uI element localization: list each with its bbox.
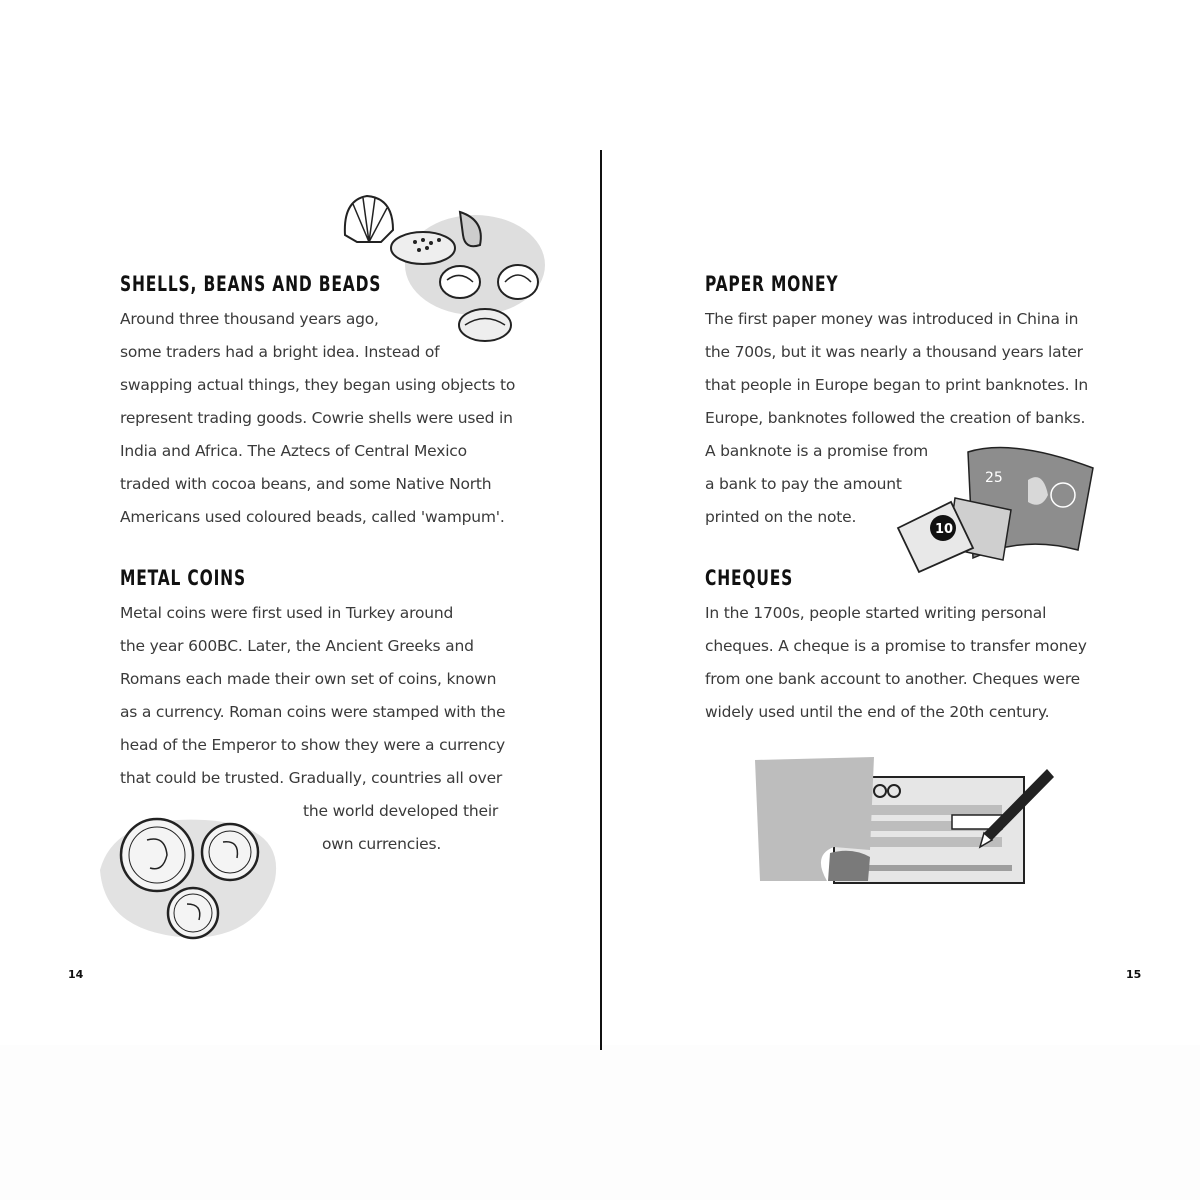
text-line: head of the Emperor to show they were a currency — [120, 736, 506, 754]
heading-metal-coins: METAL COINS — [120, 566, 246, 590]
page-gutter — [600, 150, 602, 1050]
text-line: The first paper money was introduced in China in — [705, 310, 1079, 328]
text-line: Americans used coloured beads, called 'wampum'. — [120, 508, 505, 526]
text-line: the 700s, but it was nearly a thousand years later — [705, 343, 1083, 361]
text-line: a bank to pay the amount — [705, 475, 902, 493]
text-line: as a currency. Roman coins were stamped with the — [120, 703, 506, 721]
text-line: Europe, banknotes followed the creation of banks. — [705, 409, 1086, 427]
text-line: own currencies. — [322, 835, 442, 853]
page-number-left: 14 — [68, 968, 84, 981]
heading-paper-money: PAPER MONEY — [705, 272, 839, 296]
page-number-right: 15 — [1126, 968, 1142, 981]
text-line: India and Africa. The Aztecs of Central Mexico — [120, 442, 467, 460]
text-line: Metal coins were first used in Turkey around — [120, 604, 454, 622]
scallop-shell-icon — [345, 196, 393, 242]
text-line: A banknote is a promise from — [705, 442, 929, 460]
hand-icon — [755, 757, 874, 881]
text-line: cheques. A cheque is a promise to transfer money — [705, 637, 1087, 655]
coins-illustration — [95, 810, 295, 945]
coin-medium-icon — [202, 824, 258, 880]
text-line: printed on the note. — [705, 508, 857, 526]
cowrie-shell-icon — [391, 232, 455, 264]
text-line: some traders had a bright idea. Instead of — [120, 343, 440, 361]
text-line: from one bank account to another. Cheques were — [705, 670, 1081, 688]
heading-cheques: CHEQUES — [705, 566, 794, 590]
banknotes-illustration — [893, 440, 1098, 575]
text-line: that could be trusted. Gradually, countries all over — [120, 769, 503, 787]
spiral-shell-icon — [440, 266, 480, 298]
shells-illustration — [335, 190, 545, 360]
text-line: that people in Europe began to print banknotes. In — [705, 376, 1089, 394]
text-line: In the 1700s, people started writing personal — [705, 604, 1047, 622]
banknote-value-25: 25 — [985, 470, 1003, 486]
text-line: the year 600BC. Later, the Ancient Greeks and — [120, 637, 474, 655]
bottom-margin — [0, 1045, 1200, 1200]
text-line: the world developed their — [303, 802, 499, 820]
banknote-value-10: 10 — [935, 522, 954, 537]
clam-shell-icon — [498, 265, 538, 299]
text-line: traded with cocoa beans, and some Native North — [120, 475, 492, 493]
bean-shell-icon — [459, 309, 511, 341]
text-line: represent trading goods. Cowrie shells were used in — [120, 409, 513, 427]
text-line: Romans each made their own set of coins, known — [120, 670, 497, 688]
coin-large-icon — [121, 819, 193, 891]
cheque-illustration — [752, 755, 1062, 890]
text-line: widely used until the end of the 20th century. — [705, 703, 1050, 721]
heading-shells-beans-beads: SHELLS, BEANS AND BEADS — [120, 272, 382, 296]
coin-small-icon — [168, 888, 218, 938]
text-line: swapping actual things, they began using objects to — [120, 376, 516, 394]
text-line: Around three thousand years ago, — [120, 310, 379, 328]
